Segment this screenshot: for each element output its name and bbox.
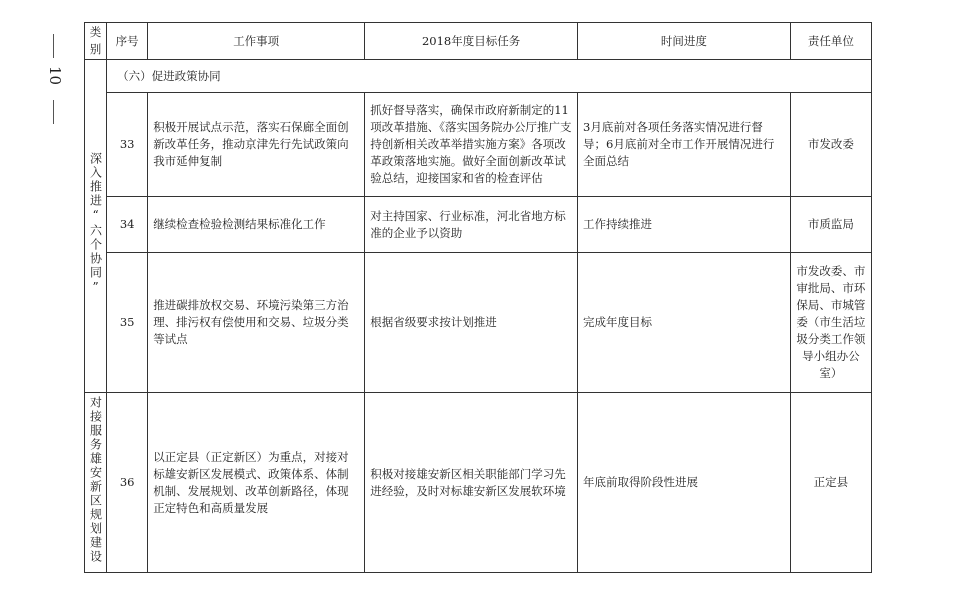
header-task: 2018年度目标任务 (365, 23, 578, 60)
row-work: 推进碳排放权交易、环境污染第三方治理、排污权有偿使用和交易、垃圾分类等试点 (148, 253, 365, 393)
header-unit: 责任单位 (790, 23, 871, 60)
table-row (85, 197, 872, 253)
row-number: 35 (107, 253, 148, 393)
table-row (85, 393, 872, 573)
row-schedule: 年底前取得阶段性进展 (578, 393, 791, 573)
header-work: 工作事项 (148, 23, 365, 60)
row-number: 36 (107, 393, 148, 573)
row-unit: 市发改委、市审批局、市环保局、市城管委（市生活垃圾分类工作领导小组办公室） (790, 253, 871, 393)
row-work: 继续检查检验检测结果标准化工作 (148, 197, 365, 253)
row-task: 抓好督导落实，确保市政府新制定的11项改革措施、《落实国务院办公厅推广支持创新相关改革举措实施方案》各项改革政策落地实施。做好全面创新改革试验总结，迎接国家和省的检查评估 (365, 93, 578, 197)
category-cell (85, 60, 107, 393)
row-number: 34 (107, 197, 148, 253)
table-header-row (85, 23, 872, 60)
section-title: （六）促进政策协同 (107, 60, 872, 93)
category-label: 对接服务雄安新区规划建设 (88, 396, 103, 564)
table-row (85, 253, 872, 393)
header-number: 序号 (107, 23, 148, 60)
task-table (84, 22, 872, 573)
category-cell (85, 393, 107, 573)
row-work: 积极开展试点示范，落实石保廊全面创新改革任务，推动京津先行先试政策向我市延伸复制 (148, 93, 365, 197)
row-task: 对主持国家、行业标准，河北省地方标准的企业予以资助 (365, 197, 578, 253)
header-category: 类别 (85, 23, 107, 60)
page-number: 10 (46, 66, 64, 86)
category-label: 深入推进“六个协同” (88, 151, 103, 296)
row-work: 以正定县（正定新区）为重点，对接对标雄安新区发展模式、政策体系、体制机制、发展规划、改革创新路径，体现正定特色和高质量发展 (148, 393, 365, 573)
row-number: 33 (107, 93, 148, 197)
row-unit: 市质监局 (790, 197, 871, 253)
table-row (85, 93, 872, 197)
header-schedule: 时间进度 (578, 23, 791, 60)
row-unit: 正定县 (790, 393, 871, 573)
page-number-rule-bottom (53, 100, 54, 124)
row-unit: 市发改委 (790, 93, 871, 197)
row-task: 积极对接雄安新区相关职能部门学习先进经验，及时对标雄安新区发展软环境 (365, 393, 578, 573)
section-row (85, 60, 872, 93)
row-task: 根据省级要求按计划推进 (365, 253, 578, 393)
row-schedule: 完成年度目标 (578, 253, 791, 393)
row-schedule: 工作持续推进 (578, 197, 791, 253)
page-number-marker (44, 34, 64, 124)
page-number-rule-top (53, 34, 54, 58)
row-schedule: 3月底前对各项任务落实情况进行督导；6月底前对全市工作开展情况进行全面总结 (578, 93, 791, 197)
